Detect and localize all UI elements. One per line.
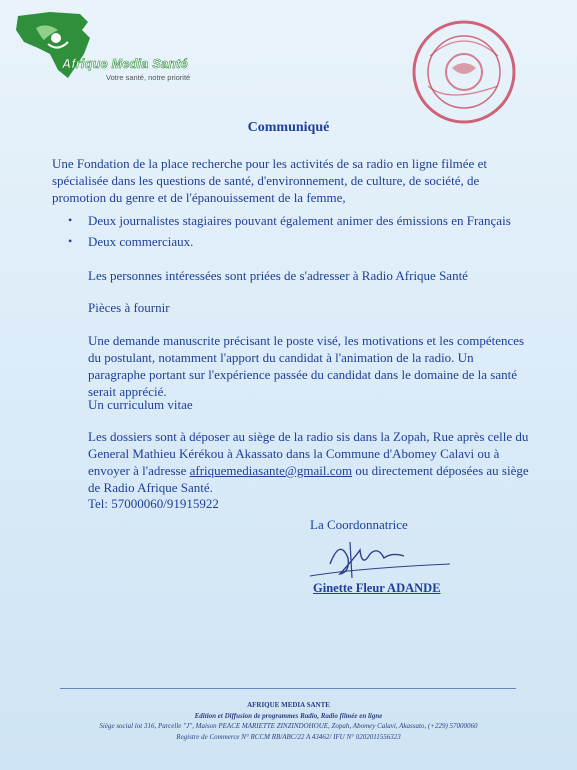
- demand-paragraph: Une demande manuscrite précisant le poste visé, les motivations et les compétences du postulant, notamment l'apport du candidat à l'animation de la radio. Un paragraphe portant sur l'expérience passée du candidat dans le domaine de la santé serait apprécié.: [88, 333, 525, 399]
- footer-divider: [60, 688, 516, 689]
- official-stamp-icon: [408, 16, 520, 128]
- bullet-list: [60, 212, 530, 254]
- dossiers-text: Les dossiers sont à déposer au siège de la radio sis dans la Zopah, Rue après celle du General Mathieu Kérékou à Akassato dans la Commune d'Abomey Calavi ou à envoyer à l'adresse: [88, 429, 529, 478]
- signatory-name: Ginette Fleur ADANDE: [313, 581, 441, 595]
- footer-registration: Registre de Commerce N° RCCM RB/ABC/22 A 43462/ IFU N° 0202011556323: [176, 732, 401, 741]
- signatory-role: La Coordonnatrice: [310, 517, 408, 532]
- bullet-text: Deux journalistes stagiaires pouvant également animer des émissions en Français: [88, 213, 511, 228]
- footer-activity: Edition et Diffusion de programmes Radio, Radio filmée en ligne: [194, 711, 383, 720]
- pieces-heading: Pièces à fournir: [88, 300, 170, 315]
- footer-address: Siège social lot 316, Parcelle "J", Maison PEACE MARIETTE ZINZINDOHOUE, Zopah, Abomey Calavi, Akassato, (+229) 57000060: [99, 722, 478, 730]
- dossiers-text-end: ou directement déposées au siège de Radio Afrique Santé.: [88, 463, 529, 495]
- logo-tagline: Votre santé, notre priorité: [106, 73, 191, 82]
- cv-requirement: Un curriculum vitae: [88, 397, 193, 412]
- contact-instruction: Les personnes intéressées sont priées de s'adresser à Radio Afrique Santé: [88, 268, 468, 283]
- bullet-text: Deux commerciaux.: [88, 234, 194, 249]
- list-item: [60, 212, 530, 229]
- dossiers-paragraph: [88, 428, 533, 496]
- footer-company: AFRIQUE MEDIA SANTE: [247, 701, 330, 709]
- list-item: [60, 233, 530, 250]
- intro-paragraph: Une Fondation de la place recherche pour les activités de sa radio en ligne filmée et spécialisée dans les questions de santé, d'environnement, de culture, de société, de promotion du genre et de l'épanouissement de la femme,: [52, 156, 487, 205]
- email-link[interactable]: afriquemediasante@gmail.com: [189, 463, 353, 478]
- footer: [0, 700, 577, 742]
- telephone: Tel: 57000060/91915922: [88, 496, 219, 511]
- logo-name: Afrique Media Santé: [62, 57, 188, 71]
- page-title: Communiqué: [247, 120, 330, 135]
